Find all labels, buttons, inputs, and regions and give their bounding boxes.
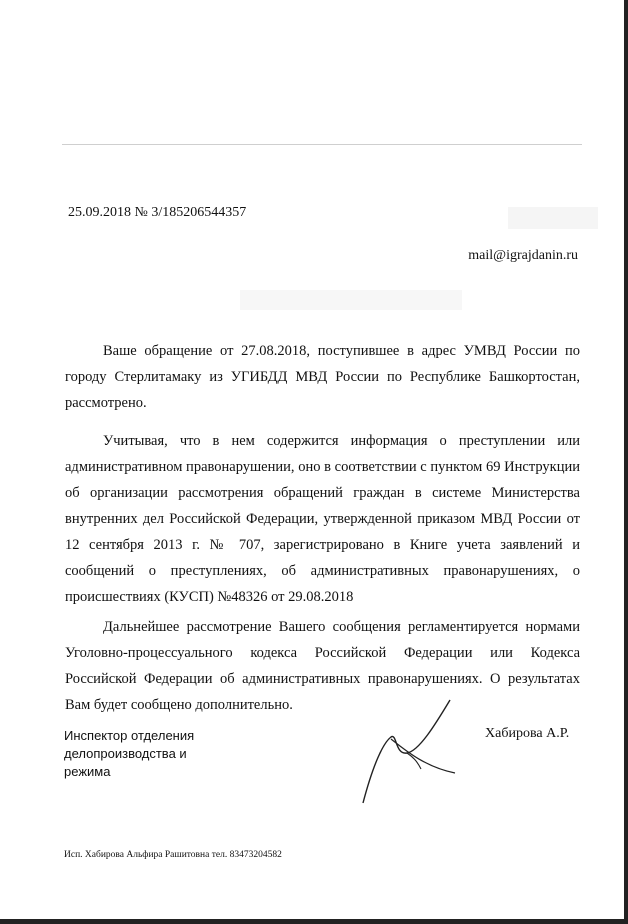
paragraph-3-text: Дальнейшее рассмотрение Вашего сообщения регламентируется нормами Уголовно-процессуального кодекса Российской Федерации или Кодекса Российской Федерации об административных правонарушениях. О результатах Вам будет сообщено дополнительно. <box>65 619 580 713</box>
signatory-name: Хабирова А.Р. <box>485 726 570 741</box>
executor-footer: Исп. Хабирова Альфира Рашитовна тел. 83473204582 <box>64 850 282 860</box>
redacted-area-recipient <box>508 207 598 229</box>
recipient-email: mail@igrajdanin.ru <box>468 248 578 263</box>
scan-edge-bottom <box>0 919 628 924</box>
redacted-area-name <box>240 290 462 310</box>
scan-edge-right <box>624 0 628 924</box>
signatory-title-line: Инспектор отделения <box>64 728 195 743</box>
paragraph-3 <box>65 614 580 718</box>
paragraph-2-text: Учитывая, что в нем содержится информация о преступлении или административном правонарушении, оно в соответствии с пунктом 69 Инструкции об организации рассмотрения обращений граждан в системе Министерства внутренних дел Российской Федерации, утвержденной приказом МВД России от 12 сентября 2013 г. № 707, зарегистрировано в Книге учета заявлений и сообщений о преступлениях, об административных правонарушениях, о происшествиях (КУСП) №48326 от 29.08.2018 <box>65 433 580 605</box>
header-rule <box>62 144 582 145</box>
signatory-title-line: режима <box>64 764 111 779</box>
paragraph-1-text: Ваше обращение от 27.08.2018, поступившее в адрес УМВД России по городу Стерлитамаку из УГИБДД МВД России по Республике Башкортостан, рассмотрено. <box>65 343 580 411</box>
registration-number: 25.09.2018 № 3/185206544357 <box>68 205 247 220</box>
paragraph-2 <box>65 428 580 610</box>
signatory-title-line: делопроизводства и <box>64 746 187 761</box>
paragraph-1 <box>65 338 580 416</box>
signatory-title <box>64 727 194 781</box>
handwritten-signature <box>355 695 465 810</box>
